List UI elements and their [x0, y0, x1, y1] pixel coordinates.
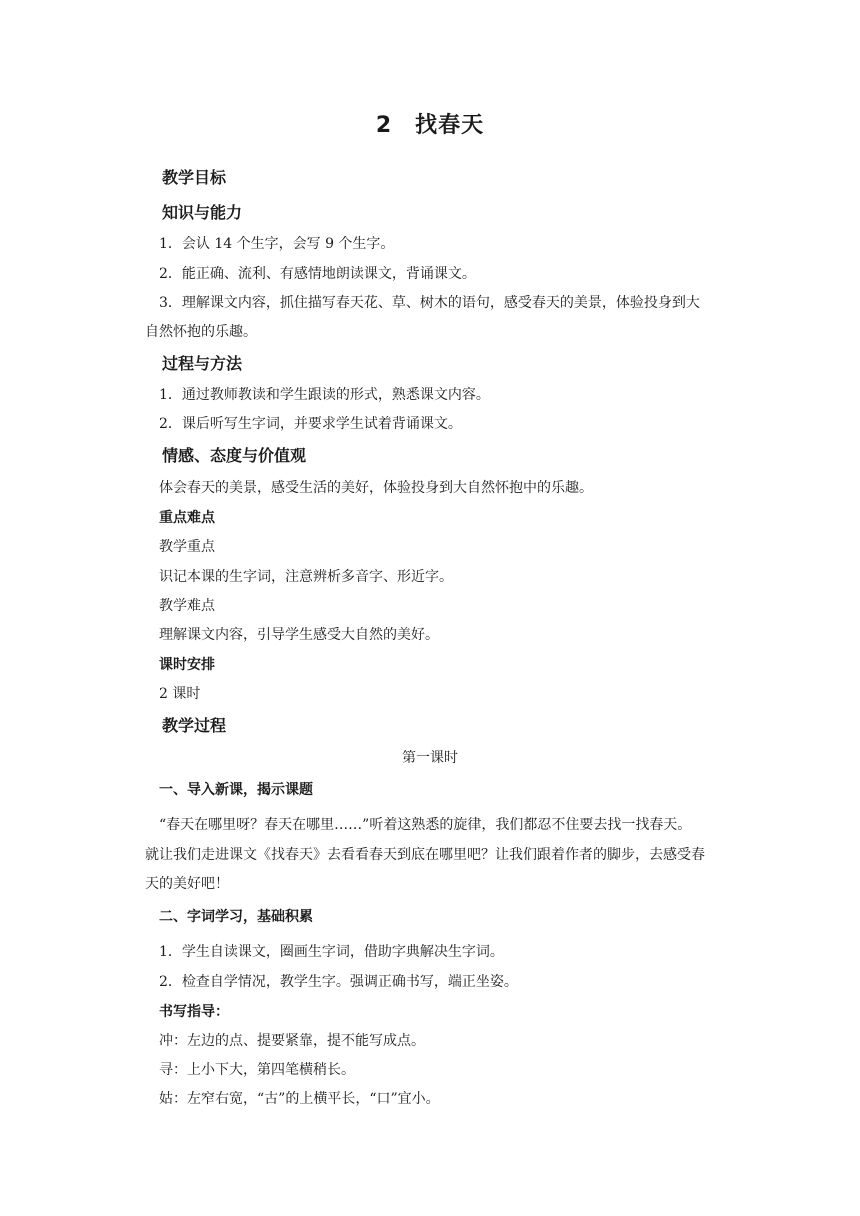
keypoints-heading: 重点难点: [159, 510, 215, 526]
section-1-para-line-1: “春天在哪里呀？春天在哪里……”听着这熟悉的旋律，我们都忍不住要去找一找春天。: [159, 817, 692, 833]
writing-guide-item-2: 寻：上小下大，第四笔横稍长。: [159, 1062, 355, 1078]
section-1-heading: 一、导入新课，揭示课题: [159, 782, 313, 798]
focus-text: 识记本课的生字词，注意辨析多音字、形近字。: [159, 569, 453, 585]
writing-guide-item-1: 冲：左边的点、提要紧靠，提不能写成点。: [159, 1033, 425, 1049]
teaching-process-heading: 教学过程: [162, 716, 227, 735]
schedule-text: 2 课时: [159, 686, 201, 702]
section-2-item-1: 1．学生自读课文，圈画生字词，借助字典解决生字词。: [159, 944, 504, 960]
knowledge-item-1: 1．会认 14 个生字，会写 9 个生字。: [159, 236, 395, 252]
knowledge-heading: 知识与能力: [162, 203, 243, 222]
section-1-para-line-2: 就让我们走进课文《找春天》去看看春天到底在哪里吧？让我们跟着作者的脚步，去感受春: [145, 847, 705, 863]
emotion-heading: 情感、态度与价值观: [162, 446, 307, 465]
difficulty-text: 理解课文内容，引导学生感受大自然的美好。: [159, 627, 439, 643]
lesson-label: 第一课时: [402, 750, 458, 766]
schedule-heading: 课时安排: [159, 657, 215, 673]
goals-heading: 教学目标: [162, 168, 227, 187]
knowledge-item-3: 3．理解课文内容，抓住描写春天花、草、树木的语句，感受春天的美景，体验投身到大: [159, 295, 700, 311]
writing-guide-item-3: 姑：左窄右宽，“古”的上横平长，“口”宜小。: [159, 1091, 440, 1107]
section-2-item-2: 2．检查自学情况，教学生字。强调正确书写，端正坐姿。: [159, 974, 518, 990]
page-title: 2 找春天: [375, 113, 485, 138]
emotion-text: 体会春天的美景，感受生活的美好，体验投身到大自然怀抱中的乐趣。: [159, 480, 593, 496]
knowledge-item-3-cont: 自然怀抱的乐趣。: [145, 324, 257, 340]
writing-guide-heading: 书写指导：: [159, 1004, 229, 1020]
process-heading: 过程与方法: [162, 354, 243, 373]
knowledge-item-2: 2．能正确、流利、有感情地朗读课文，背诵课文。: [159, 266, 476, 282]
process-item-2: 2．课后听写生字词，并要求学生试着背诵课文。: [159, 416, 462, 432]
process-item-1: 1．通过教师教读和学生跟读的形式，熟悉课文内容。: [159, 387, 490, 403]
difficulty-label: 教学难点: [159, 598, 215, 614]
focus-label: 教学重点: [159, 539, 215, 555]
section-1-para-line-3: 天的美好吧！: [145, 876, 229, 892]
section-2-heading: 二、字词学习，基础积累: [159, 909, 313, 925]
